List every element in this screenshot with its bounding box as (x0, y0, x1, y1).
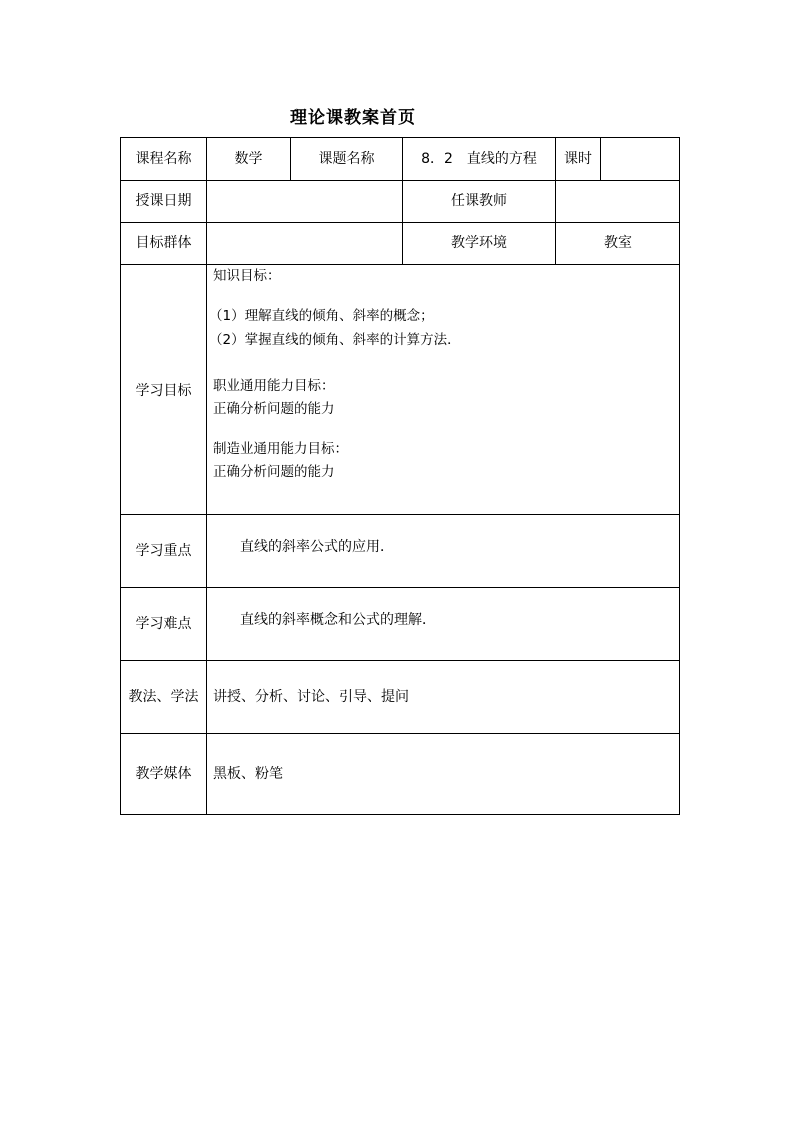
topic-label: 课题名称 (318, 151, 375, 167)
date-label: 授课日期 (135, 193, 192, 209)
topic-value: 8．2 直线的方程 (421, 151, 537, 167)
column-divider (600, 138, 601, 180)
vocational-text: 正确分析问题的能力 (213, 401, 335, 417)
target-group-label: 目标群体 (135, 235, 192, 251)
key-points-text: 直线的斜率公式的应用． (240, 539, 394, 555)
knowledge-item: （1）理解直线的倾角、斜率的概念； (209, 308, 434, 324)
methods-text: 讲授、分析、讨论、引导、提问 (213, 689, 409, 705)
objectives-label: 学习目标 (135, 383, 192, 399)
row-divider (121, 264, 679, 265)
row-divider (121, 222, 679, 223)
vocational-heading: 职业通用能力目标： (213, 378, 335, 394)
row-divider (121, 587, 679, 588)
row-divider (121, 660, 679, 661)
objectives-content (209, 266, 461, 482)
row-divider (121, 514, 679, 515)
knowledge-item: （2）掌握直线的倾角、斜率的计算方法． (209, 332, 461, 348)
column-divider (206, 138, 207, 814)
key-points-label: 学习重点 (135, 543, 192, 559)
course-name-label: 课程名称 (135, 151, 192, 167)
methods-label: 教法、学法 (128, 689, 199, 705)
lesson-plan-table (120, 137, 680, 815)
media-label: 教学媒体 (135, 766, 192, 782)
difficulties-text: 直线的斜率概念和公式的理解． (240, 612, 436, 628)
row-divider (121, 733, 679, 734)
media-text: 黑板、粉笔 (213, 766, 283, 782)
hours-label: 课时 (564, 151, 592, 167)
environment-value: 教室 (604, 235, 632, 251)
manufacturing-heading: 制造业通用能力目标： (213, 441, 348, 457)
manufacturing-text: 正确分析问题的能力 (213, 464, 335, 480)
teacher-label: 任课教师 (451, 193, 507, 209)
environment-label: 教学环境 (451, 235, 507, 251)
page-title: 理论课教案首页 (290, 108, 416, 128)
row-divider (121, 180, 679, 181)
difficulties-label: 学习难点 (135, 616, 192, 632)
course-name-value: 数学 (234, 151, 263, 167)
knowledge-heading: 知识目标： (213, 268, 281, 284)
